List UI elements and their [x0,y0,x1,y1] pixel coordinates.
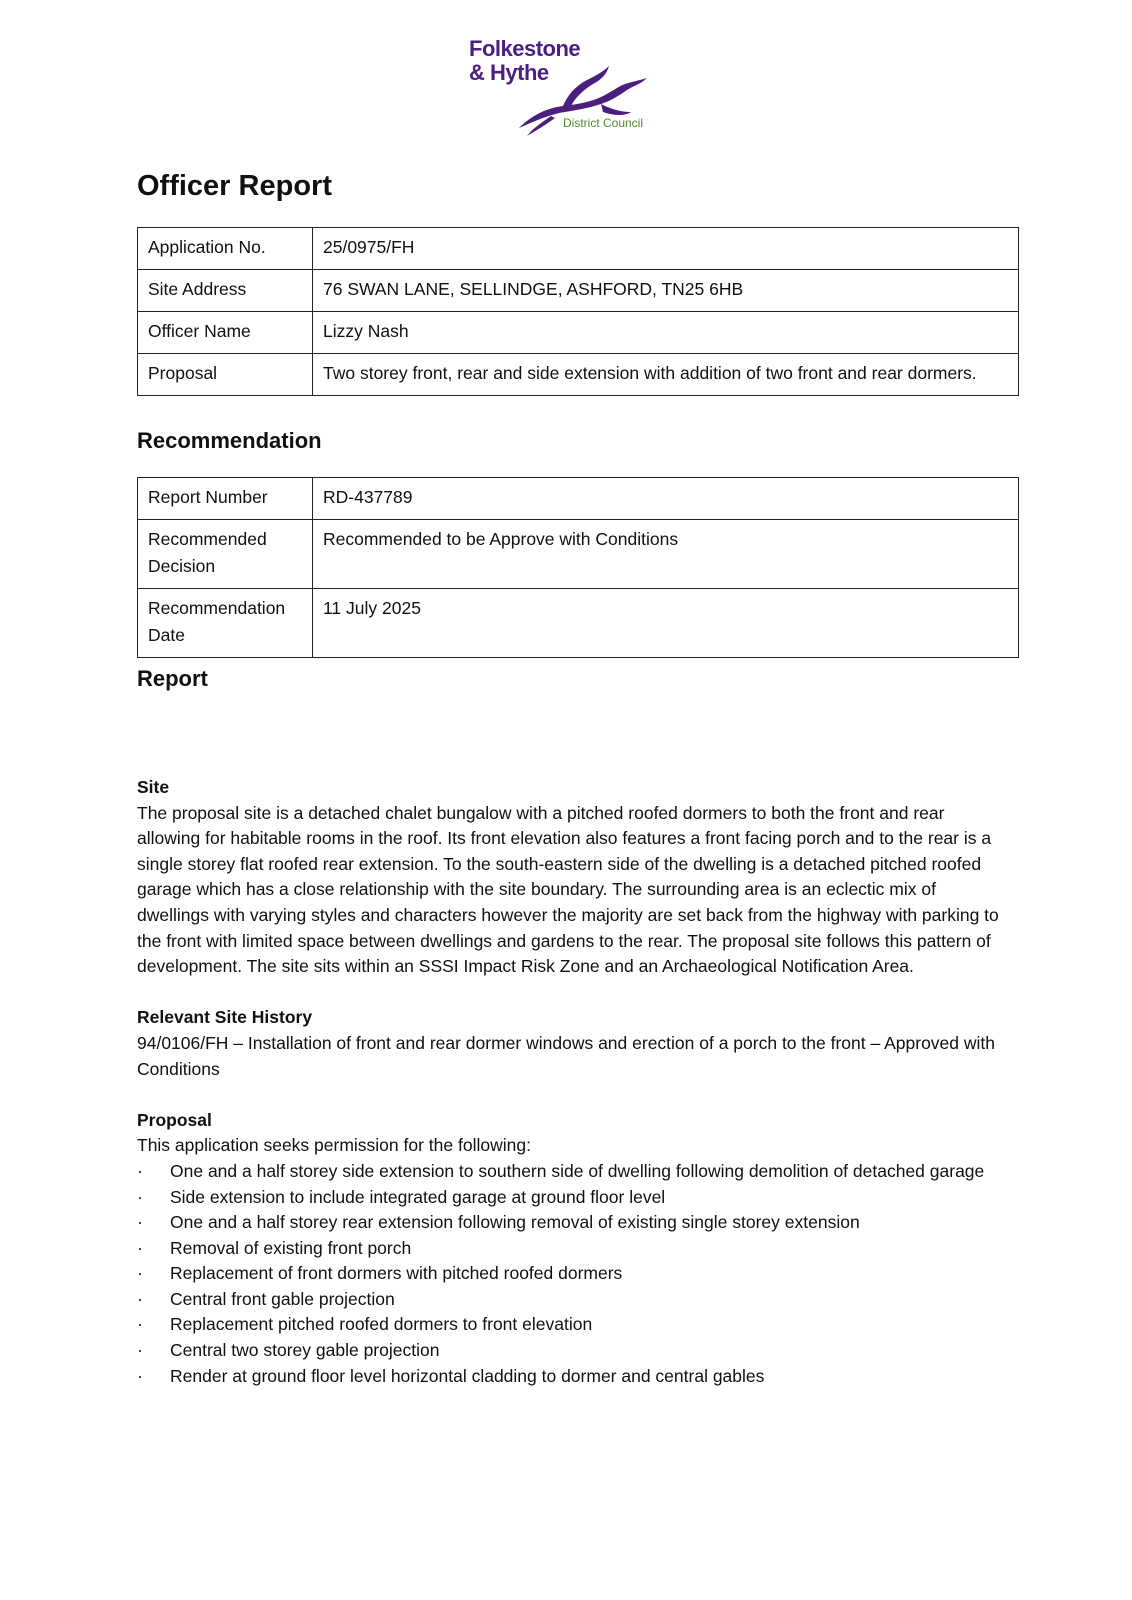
bullet: · [137,1263,143,1284]
list-item: · Central front gable projection [137,1287,1007,1313]
list-item: · One and a half storey rear extension following removal of existing single storey extension [137,1210,1007,1236]
list-item: · Replacement pitched roofed dormers to front elevation [137,1312,1007,1338]
list-item: · Removal of existing front porch [137,1236,1007,1262]
list-item: · Side extension to include integrated garage at ground floor level [137,1185,1007,1211]
logo-line-3: District Council [563,116,644,130]
officer-name-label: Officer Name [138,312,313,354]
site-address-label: Site Address [138,270,313,312]
proposal-intro: This application seeks permission for the following: [137,1135,531,1156]
report-number-label: Report Number [138,478,313,520]
bullet: · [137,1212,143,1233]
officer-name-value: Lizzy Nash [313,312,1019,354]
site-paragraph: The proposal site is a detached chalet bungalow with a pitched roofed dormers to both the front and rear allowing for habitable rooms in the roof. Its front elevation also features a front facing porch and to the rear is a single storey flat roofed rear extension. To the south-eastern side of the dwelling is a detached pitched roofed garage which has a close relationship with the site boundary. The surrounding area is an eclectic mix of dwellings with varying styles and characters however the majority are set back from the highway with parking to the front with limited space between dwellings and gardens to the rear. The proposal site follows this pattern of development. The site sits within an SSSI Impact Risk Zone and an Archaeological Notification Area. [137,802,999,977]
site-heading: Site [137,777,170,797]
bullet: · [137,1160,143,1181]
table-row [138,228,1019,270]
council-logo [465,36,665,140]
application-number-label: Application No. [138,228,313,270]
bullet: · [137,1288,143,1309]
recommended-decision-value: Recommended to be Approve with Conditions [313,520,1019,589]
proposal-list [137,1159,1007,1389]
proposal-heading: Proposal [137,1109,212,1130]
bullet: · [137,1340,143,1361]
recommendation-table [137,477,1019,658]
list-item: · One and a half storey side extension to southern side of dwelling following demolition of detached garage [137,1159,1007,1185]
table-row [138,270,1019,312]
page-title: Officer Report [137,170,332,202]
recommendation-date-value: 11 July 2025 [313,589,1019,658]
bullet: · [137,1314,143,1335]
logo-line-2: & Hythe [469,60,549,85]
list-item: · Render at ground floor level horizontal cladding to dormer and central gables [137,1364,1007,1390]
history-paragraph: 94/0106/FH – Installation of front and rear dormer windows and erection of a porch to the front – Approved with Conditions [137,1032,995,1079]
application-number-value: 25/0975/FH [313,228,1019,270]
bullet: · [137,1237,143,1258]
report-heading: Report [137,666,208,691]
table-row [138,520,1019,589]
table-row [138,589,1019,658]
table-row [138,354,1019,396]
application-table [137,227,1019,396]
list-item: · Central two storey gable projection [137,1338,1007,1364]
table-row [138,478,1019,520]
bullet: · [137,1186,143,1207]
proposal-value: Two storey front, rear and side extension with addition of two front and rear dormers. [313,354,1019,396]
site-address-value: 76 SWAN LANE, SELLINDGE, ASHFORD, TN25 6HB [313,270,1019,312]
report-number-value: RD-437789 [313,478,1019,520]
recommendation-date-label: Recommendation Date [138,589,313,658]
report-body [137,775,1007,1389]
logo-line-1: Folkestone [469,36,581,61]
bullet: · [137,1365,143,1386]
recommendation-heading: Recommendation [137,428,322,453]
list-item: · Replacement of front dormers with pitched roofed dormers [137,1261,1007,1287]
recommended-decision-label: Recommended Decision [138,520,313,589]
proposal-label: Proposal [138,354,313,396]
history-heading: Relevant Site History [137,1007,313,1028]
table-row [138,312,1019,354]
